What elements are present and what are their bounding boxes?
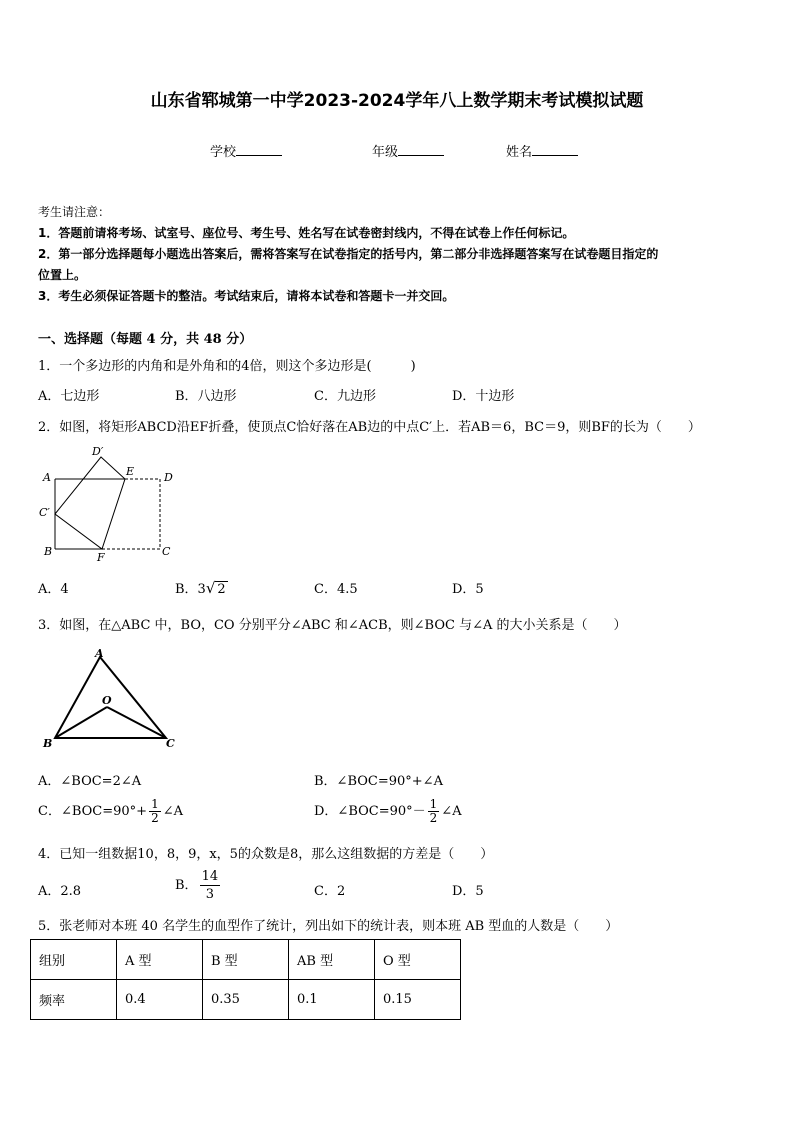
table-row xyxy=(31,980,461,1020)
q2-figure xyxy=(34,440,184,565)
q1-option-d[interactable]: D．十边形 xyxy=(452,389,515,404)
sqrt-sign: √ xyxy=(205,579,216,597)
q2-option-a[interactable]: A．4 xyxy=(38,582,69,597)
q2-option-b-radicand: 2 xyxy=(217,582,226,597)
table-cell: 组别 xyxy=(31,940,117,980)
q3-option-d-prefix: D．∠BOC=90°－ xyxy=(314,804,426,819)
q2-label-d: D xyxy=(164,471,173,484)
page-title: 山东省郓城第一中学2023-2024学年八上数学期末考试模拟试题 xyxy=(150,91,644,111)
table-cell: 0.1 xyxy=(289,980,375,1020)
q2-label-dprime: D′ xyxy=(92,445,104,458)
q1-option-a[interactable]: A．七边形 xyxy=(38,389,100,404)
school-label: 学校 xyxy=(210,145,237,160)
notice-item-1: 1．答题前请将考场、试室号、座位号、考生号、姓名写在试卷密封线内，不得在试卷上作任何标记。 xyxy=(38,226,575,240)
q1-stem: 1．一个多边形的内角和是外角和的4倍，则这个多边形是( ) xyxy=(38,359,416,374)
q3-stem: 3．如图，在△ABC 中，BO，CO 分别平分∠ABC 和∠ACB，则∠BOC 与∠A 的大小关系是（ ） xyxy=(38,618,627,633)
table-cell: B 型 xyxy=(203,940,289,980)
name-field[interactable] xyxy=(506,141,578,160)
q4-option-d[interactable]: D．5 xyxy=(452,884,484,899)
notice-item-2: 2．第一部分选择题每小题选出答案后，需将答案写在试卷指定的括号内，第二部分非选择题答案写在试卷题目指定的 xyxy=(38,247,659,261)
name-blank[interactable] xyxy=(532,143,578,156)
table-row xyxy=(31,940,461,980)
section-heading: 一、选择题（每题 4 分，共 48 分） xyxy=(38,332,253,347)
q4-option-b-label: B． xyxy=(175,878,198,893)
q2-rect-dashed xyxy=(55,479,160,549)
table-cell: 0.35 xyxy=(203,980,289,1020)
table-cell: 0.4 xyxy=(117,980,203,1020)
q2-option-c[interactable]: C．4.5 xyxy=(314,582,358,597)
school-blank[interactable] xyxy=(236,143,282,156)
blood-type-table xyxy=(30,939,461,1020)
q3-label-c: C xyxy=(166,737,175,750)
grade-field[interactable] xyxy=(372,141,444,160)
q3-option-c-suffix: ∠A xyxy=(162,804,183,819)
table-cell: AB 型 xyxy=(289,940,375,980)
table-cell: A 型 xyxy=(117,940,203,980)
grade-label: 年级 xyxy=(372,145,399,160)
q2-label-c: C xyxy=(162,545,171,558)
q2-label-cprime: C′ xyxy=(39,506,50,519)
q2-option-d[interactable]: D．5 xyxy=(452,582,484,597)
q4-option-c[interactable]: C．2 xyxy=(314,884,346,899)
q3-option-a[interactable]: A．∠BOC=2∠A xyxy=(38,774,142,789)
q3-label-o: O xyxy=(102,694,112,707)
q3-figure xyxy=(40,645,180,750)
q3-option-d[interactable] xyxy=(314,798,462,825)
fraction: $\frac{14}{3}$ xyxy=(201,869,219,902)
q4-stem: 4．已知一组数据10，8，9，x，5的众数是8，那么这组数据的方差是（ ） xyxy=(38,847,494,862)
q3-segment-co xyxy=(107,707,166,738)
table-cell: 频率 xyxy=(31,980,117,1020)
school-field[interactable] xyxy=(210,141,282,160)
q4-option-b[interactable] xyxy=(175,868,222,903)
notice-heading: 考生请注意： xyxy=(38,205,111,219)
q2-stem: 2．如图，将矩形ABCD沿EF折叠，使顶点C恰好落在AB边的中点C′上．若AB＝6，BC＝9，则BF的长为（ ） xyxy=(38,420,701,435)
q5-stem: 5．张老师对本班 40 名学生的血型作了统计，列出如下的统计表，则本班 AB 型血的人数是（ ） xyxy=(38,919,619,934)
grade-blank[interactable] xyxy=(398,143,444,156)
fraction: $\frac{1}{2}$ xyxy=(429,797,438,825)
q3-option-d-suffix: ∠A xyxy=(441,804,462,819)
q3-label-a: A xyxy=(95,647,104,660)
notice-item-2-cont: 位置上。 xyxy=(38,268,87,282)
q2-label-e: E xyxy=(126,465,135,478)
q1-option-b[interactable]: B．八边形 xyxy=(175,389,237,404)
name-label: 姓名 xyxy=(506,145,533,160)
q2-label-b: B xyxy=(44,545,53,558)
q2-option-b-label: B．3 xyxy=(175,582,206,597)
table-cell: O 型 xyxy=(375,940,461,980)
q4-option-a[interactable]: A．2.8 xyxy=(38,884,82,899)
q3-option-c-prefix: C．∠BOC=90°+ xyxy=(38,804,148,819)
q2-folded-shape xyxy=(55,457,125,549)
notice-item-3: 3．考生必须保证答题卡的整洁。考试结束后，请将本试卷和答题卡一并交回。 xyxy=(38,289,455,303)
q3-label-b: B xyxy=(43,737,53,750)
q2-label-f: F xyxy=(97,551,105,564)
fraction: $\frac{1}{2}$ xyxy=(151,797,159,825)
q2-option-b[interactable] xyxy=(175,578,228,597)
q3-option-b[interactable]: B．∠BOC=90°+∠A xyxy=(314,774,443,789)
table-cell: 0.15 xyxy=(375,980,461,1020)
q3-option-c[interactable] xyxy=(38,798,183,825)
q2-label-a: A xyxy=(43,471,51,484)
q1-option-c[interactable]: C．九边形 xyxy=(314,389,376,404)
